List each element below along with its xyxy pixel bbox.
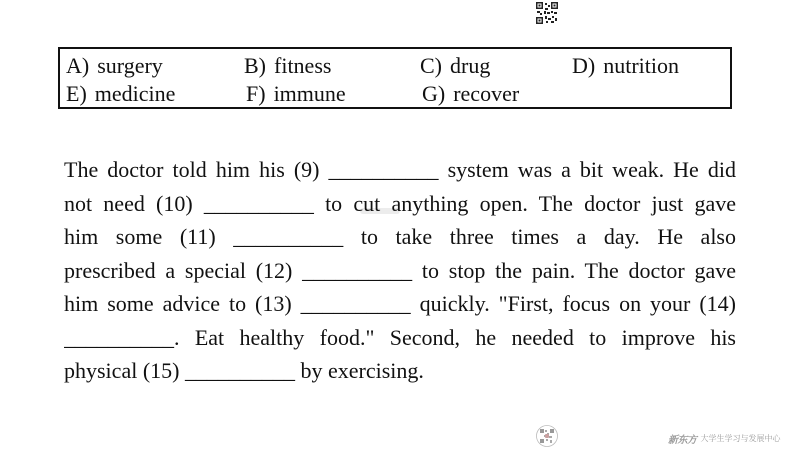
option-a — [66, 53, 163, 79]
option-letter: F) — [246, 81, 266, 106]
option-letter: B) — [244, 53, 266, 78]
passage-line: physical (15) __________ by exercising. — [64, 358, 424, 383]
brand-logo: 新东方 — [668, 435, 697, 446]
brand-watermark — [668, 428, 781, 444]
qr-code-icon — [536, 425, 558, 447]
option-b — [244, 53, 331, 79]
option-e — [66, 81, 175, 107]
passage-line: him some (11) __________ to take three times a day. He also — [64, 224, 736, 249]
option-letter: C) — [420, 53, 442, 78]
brand-text: 大学生学习与发展中心 — [700, 434, 781, 443]
option-c — [420, 53, 490, 79]
qr-code-icon — [536, 2, 558, 24]
option-word: fitness — [274, 53, 332, 78]
passage-line: prescribed a special (12) __________ to stop the pain. The doctor gave — [64, 257, 736, 283]
cloze-passage — [64, 153, 736, 388]
option-letter: A) — [66, 53, 90, 78]
option-word: surgery — [97, 53, 163, 78]
option-g — [422, 81, 519, 107]
word-bank-box — [58, 47, 732, 109]
passage-line: __________. Eat healthy food." Second, he needed to improve his — [64, 324, 736, 350]
option-word: recover — [453, 81, 520, 106]
option-letter: E) — [66, 81, 87, 106]
option-word: drug — [450, 53, 491, 78]
passage-line: not need (10) __________ to cut anything open. The doctor just gave — [64, 190, 736, 216]
option-letter: D) — [572, 53, 596, 78]
option-d — [572, 53, 679, 79]
passage-line: him some advice to (13) __________ quickly. "First, focus on your (14) — [64, 291, 736, 316]
option-f — [246, 81, 346, 107]
passage-line: The doctor told him his (9) __________ system was a bit weak. He did — [64, 157, 736, 182]
option-letter: G) — [422, 81, 446, 106]
option-word: immune — [273, 81, 346, 106]
option-word: medicine — [94, 81, 176, 106]
option-word: nutrition — [603, 53, 679, 78]
